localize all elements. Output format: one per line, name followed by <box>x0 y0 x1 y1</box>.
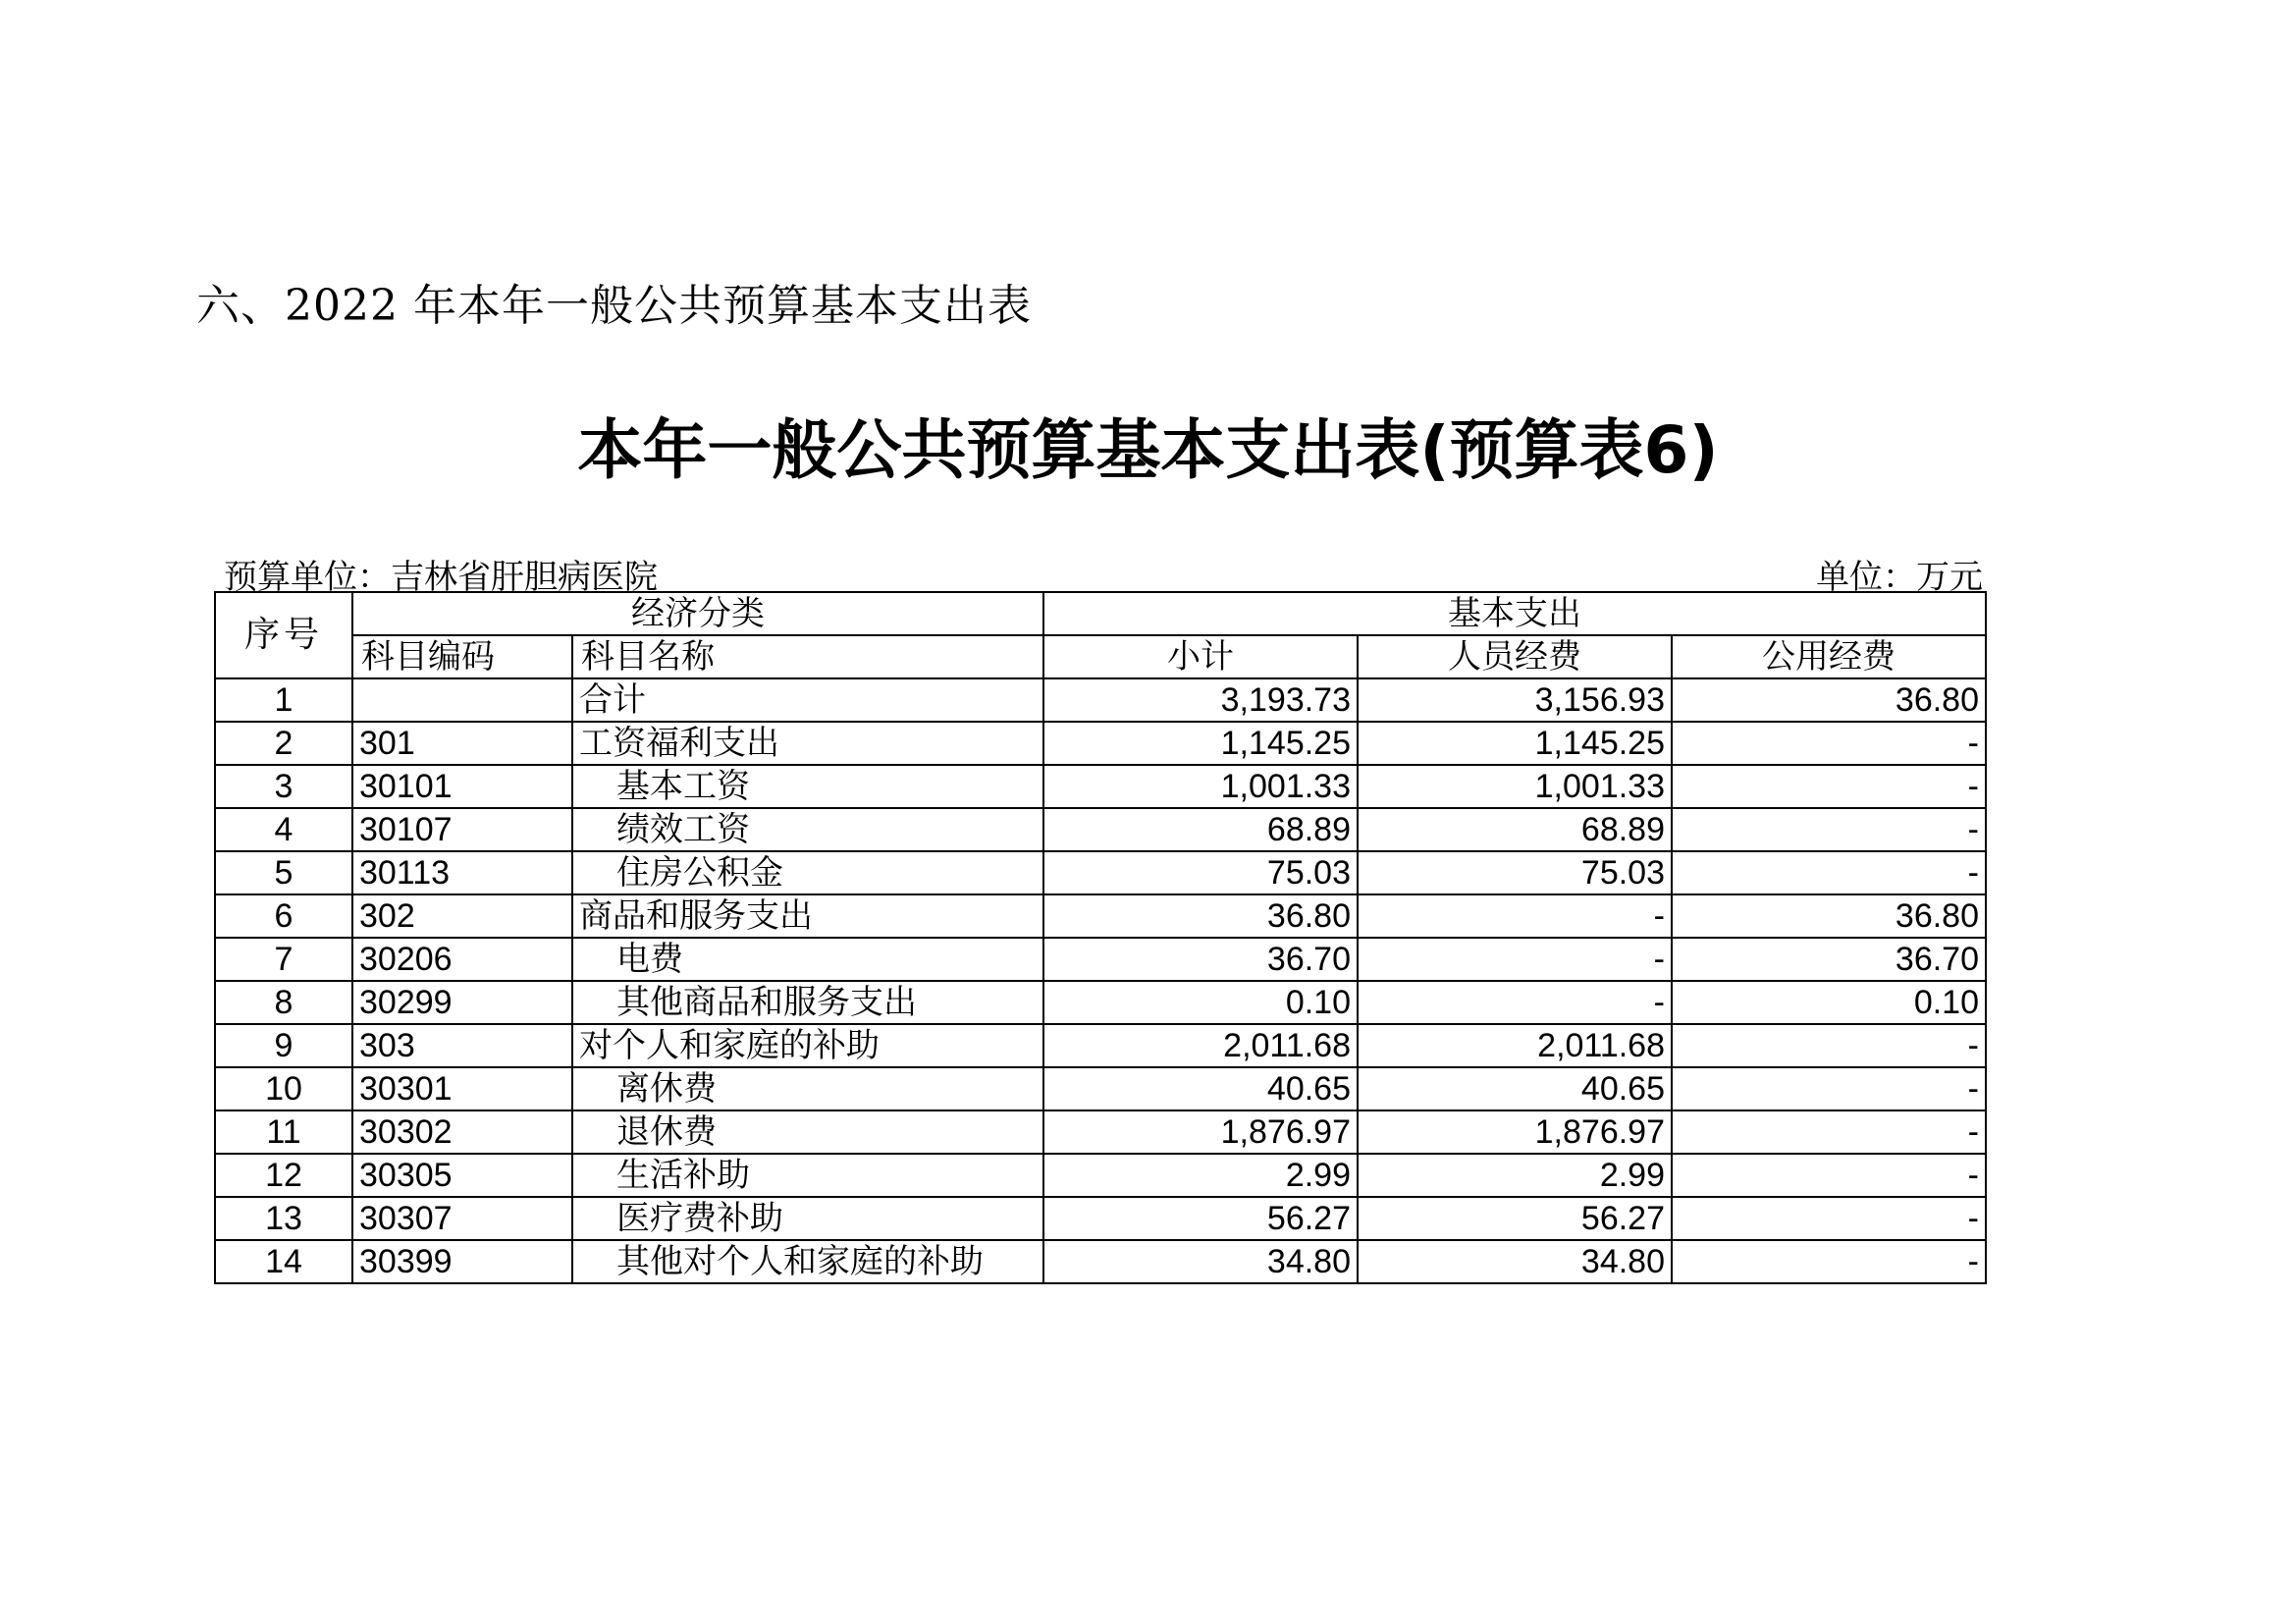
table-body <box>215 678 1986 1283</box>
cell-seq: 10 <box>215 1067 352 1110</box>
budget-table <box>214 591 1987 1284</box>
cell-code: 303 <box>352 1024 572 1067</box>
cell-subtotal: 3,193.73 <box>1043 678 1358 722</box>
cell-personnel: 56.27 <box>1358 1197 1672 1240</box>
cell-seq: 8 <box>215 981 352 1024</box>
cell-public: 36.70 <box>1672 938 1986 981</box>
header-personnel: 人员经费 <box>1358 635 1672 678</box>
cell-name: 生活补助 <box>572 1154 1043 1197</box>
cell-name: 其他商品和服务支出 <box>572 981 1043 1024</box>
table-row <box>215 938 1986 981</box>
cell-name: 工资福利支出 <box>572 722 1043 765</box>
table-row <box>215 1154 1986 1197</box>
cell-personnel: 40.65 <box>1358 1067 1672 1110</box>
cell-seq: 7 <box>215 938 352 981</box>
cell-subtotal: 56.27 <box>1043 1197 1358 1240</box>
header-code: 科目编码 <box>352 635 572 678</box>
table-row <box>215 1197 1986 1240</box>
cell-code: 30101 <box>352 765 572 808</box>
cell-public: - <box>1672 722 1986 765</box>
cell-name: 对个人和家庭的补助 <box>572 1024 1043 1067</box>
cell-code: 30301 <box>352 1067 572 1110</box>
currency-unit-label: 单位：万元 <box>1816 558 1983 597</box>
cell-seq: 12 <box>215 1154 352 1197</box>
cell-public: - <box>1672 1154 1986 1197</box>
cell-personnel: 3,156.93 <box>1358 678 1672 722</box>
cell-name: 退休费 <box>572 1110 1043 1154</box>
header-row-1 <box>215 592 1986 635</box>
table-row <box>215 981 1986 1024</box>
cell-personnel: 75.03 <box>1358 851 1672 894</box>
cell-public: 36.80 <box>1672 678 1986 722</box>
cell-public: - <box>1672 1240 1986 1283</box>
header-name: 科目名称 <box>572 635 1043 678</box>
cell-seq: 2 <box>215 722 352 765</box>
cell-seq: 4 <box>215 808 352 851</box>
cell-personnel: 1,145.25 <box>1358 722 1672 765</box>
cell-subtotal: 68.89 <box>1043 808 1358 851</box>
cell-public: 0.10 <box>1672 981 1986 1024</box>
cell-public: - <box>1672 1197 1986 1240</box>
cell-code <box>352 678 572 722</box>
header-seq: 序号 <box>215 592 352 678</box>
cell-subtotal: 75.03 <box>1043 851 1358 894</box>
cell-subtotal: 36.80 <box>1043 894 1358 938</box>
cell-seq: 5 <box>215 851 352 894</box>
header-public: 公用经费 <box>1672 635 1986 678</box>
cell-name: 其他对个人和家庭的补助 <box>572 1240 1043 1283</box>
cell-personnel: 1,876.97 <box>1358 1110 1672 1154</box>
document-title: 本年一般公共预算基本支出表(预算表6) <box>577 412 1719 488</box>
cell-seq: 6 <box>215 894 352 938</box>
cell-personnel: 2.99 <box>1358 1154 1672 1197</box>
cell-name: 绩效工资 <box>572 808 1043 851</box>
cell-personnel: 68.89 <box>1358 808 1672 851</box>
header-basic-expense: 基本支出 <box>1043 592 1986 635</box>
cell-name: 离休费 <box>572 1067 1043 1110</box>
cell-seq: 3 <box>215 765 352 808</box>
cell-seq: 9 <box>215 1024 352 1067</box>
cell-subtotal: 1,145.25 <box>1043 722 1358 765</box>
section-heading: 六、2022 年本年一般公共预算基本支出表 <box>196 281 1032 331</box>
cell-personnel: 1,001.33 <box>1358 765 1672 808</box>
header-econ-class: 经济分类 <box>352 592 1043 635</box>
header-subtotal: 小计 <box>1043 635 1358 678</box>
cell-public: - <box>1672 765 1986 808</box>
cell-personnel: 2,011.68 <box>1358 1024 1672 1067</box>
cell-code: 30107 <box>352 808 572 851</box>
cell-public: - <box>1672 1110 1986 1154</box>
cell-code: 302 <box>352 894 572 938</box>
cell-seq: 14 <box>215 1240 352 1283</box>
table-row <box>215 1067 1986 1110</box>
table-row <box>215 1110 1986 1154</box>
cell-public: - <box>1672 851 1986 894</box>
cell-name: 基本工资 <box>572 765 1043 808</box>
cell-name: 电费 <box>572 938 1043 981</box>
table-row <box>215 851 1986 894</box>
cell-seq: 1 <box>215 678 352 722</box>
cell-name: 住房公积金 <box>572 851 1043 894</box>
table-row <box>215 765 1986 808</box>
cell-code: 30305 <box>352 1154 572 1197</box>
header-row-2 <box>215 635 1986 678</box>
cell-code: 30299 <box>352 981 572 1024</box>
cell-public: - <box>1672 1067 1986 1110</box>
table-row <box>215 894 1986 938</box>
cell-code: 30302 <box>352 1110 572 1154</box>
cell-name: 商品和服务支出 <box>572 894 1043 938</box>
cell-subtotal: 34.80 <box>1043 1240 1358 1283</box>
table-row <box>215 1240 1986 1283</box>
cell-subtotal: 2,011.68 <box>1043 1024 1358 1067</box>
cell-subtotal: 40.65 <box>1043 1067 1358 1110</box>
cell-code: 30206 <box>352 938 572 981</box>
cell-seq: 11 <box>215 1110 352 1154</box>
table-row <box>215 808 1986 851</box>
cell-personnel: - <box>1358 981 1672 1024</box>
table-row <box>215 722 1986 765</box>
cell-code: 301 <box>352 722 572 765</box>
cell-seq: 13 <box>215 1197 352 1240</box>
cell-subtotal: 36.70 <box>1043 938 1358 981</box>
cell-code: 30113 <box>352 851 572 894</box>
cell-name: 合计 <box>572 678 1043 722</box>
cell-public: 36.80 <box>1672 894 1986 938</box>
cell-code: 30307 <box>352 1197 572 1240</box>
cell-name: 医疗费补助 <box>572 1197 1043 1240</box>
cell-subtotal: 1,001.33 <box>1043 765 1358 808</box>
table-row <box>215 678 1986 722</box>
cell-public: - <box>1672 808 1986 851</box>
cell-subtotal: 0.10 <box>1043 981 1358 1024</box>
cell-personnel: - <box>1358 894 1672 938</box>
cell-public: - <box>1672 1024 1986 1067</box>
cell-personnel: - <box>1358 938 1672 981</box>
table-row <box>215 1024 1986 1067</box>
cell-code: 30399 <box>352 1240 572 1283</box>
budget-unit-label: 预算单位：吉林省肝胆病医院 <box>224 558 658 597</box>
cell-personnel: 34.80 <box>1358 1240 1672 1283</box>
cell-subtotal: 2.99 <box>1043 1154 1358 1197</box>
cell-subtotal: 1,876.97 <box>1043 1110 1358 1154</box>
